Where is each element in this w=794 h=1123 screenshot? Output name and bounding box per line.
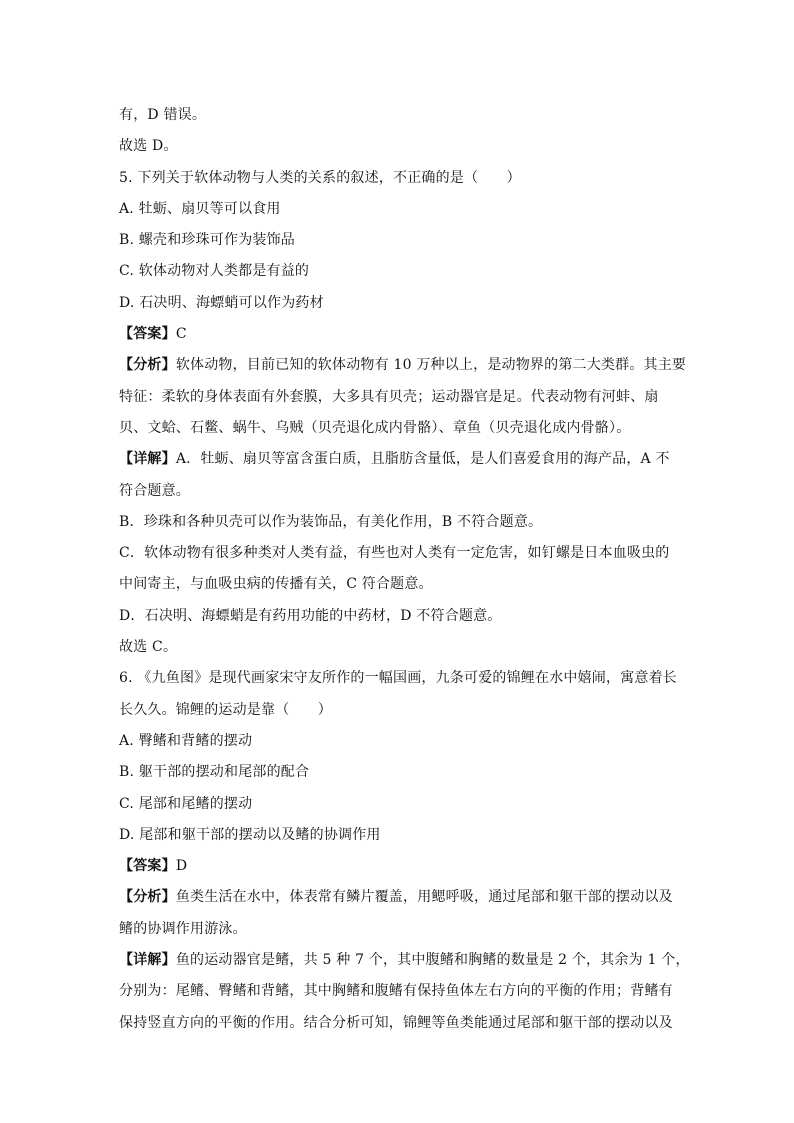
line-text: 中间寄主，与血吸虫病的传播有关，C 符合题意。 bbox=[119, 576, 433, 593]
text-line bbox=[119, 726, 679, 757]
line-text: C. 尾部和尾鳍的摆动 bbox=[119, 795, 253, 812]
section-tag: 【分析】 bbox=[119, 357, 176, 374]
text-line bbox=[119, 288, 679, 319]
line-text: A. 牡蛎、扇贝等可以食用 bbox=[119, 200, 281, 217]
line-text: 符合题意。 bbox=[119, 482, 190, 499]
line-text: 5. 下列关于软体动物与人类的关系的叙述，不正确的是（ ） bbox=[119, 169, 521, 186]
line-text: 有，D 错误。 bbox=[119, 107, 207, 123]
line-text: A．牡蛎、扇贝等富含蛋白质，且脂肪含量低，是人们喜爱食用的海产品，A 不 bbox=[175, 451, 670, 468]
text-line bbox=[119, 882, 679, 913]
text-line bbox=[119, 1008, 679, 1039]
text-line bbox=[119, 632, 679, 663]
text-line bbox=[119, 256, 679, 287]
line-text: 长久久。锦鲤的运动是靠（ ） bbox=[119, 701, 332, 718]
text-line bbox=[119, 601, 679, 632]
line-text: B. 螺壳和珍珠可作为装饰品 bbox=[119, 232, 295, 249]
text-line bbox=[119, 100, 679, 131]
line-text: 分别为：尾鳍、臀鳍和背鳍，其中胸鳍和腹鳍有保持鱼体左右方向的平衡的作用；背鳍有 bbox=[119, 983, 673, 1000]
text-line bbox=[119, 225, 679, 256]
line-text: 6. 《九鱼图》是现代画家宋守友所作的一幅国画，九条可爱的锦鲤在水中嬉闹，寓意着长 bbox=[119, 670, 678, 687]
section-tag: 【详解】 bbox=[119, 952, 176, 969]
document-body bbox=[119, 100, 690, 1039]
line-text: D. 石决明、海螵蛸可以作为药材 bbox=[119, 294, 324, 311]
line-text: 鳍的协调作用游泳。 bbox=[119, 920, 247, 937]
text-line bbox=[119, 507, 679, 538]
line-text: 保持竖直方向的平衡的作用。结合分析可知，锦鲤等鱼类能通过尾部和躯干部的摆动以及 bbox=[119, 1014, 673, 1031]
text-line bbox=[119, 350, 687, 381]
text-line bbox=[119, 851, 679, 882]
text-line bbox=[119, 131, 679, 162]
line-text: 特征：柔软的身体表面有外套膜，大多具有贝壳；运动器官是足。代表动物有河蚌、扇 bbox=[119, 388, 659, 405]
text-line bbox=[119, 569, 679, 600]
text-line bbox=[119, 695, 679, 726]
line-text: 鱼的运动器官是鳍，共 5 种 7 个，其中腹鳍和胸鳍的数量是 2 个，其余为 1 个， bbox=[175, 952, 690, 969]
line-text: 故选 C。 bbox=[119, 639, 178, 656]
section-tag: 【答案】 bbox=[119, 326, 176, 343]
text-line bbox=[119, 382, 679, 413]
text-line bbox=[119, 663, 679, 694]
line-text: A. 臀鳍和背鳍的摆动 bbox=[119, 732, 253, 749]
line-text: 鱼类生活在水中，体表常有鳞片覆盖，用鳃呼吸，通过尾部和躯干部的摆动以及 bbox=[175, 889, 673, 906]
line-text: C．软体动物有很多种类对人类有益，有些也对人类有一定危害，如钉螺是日本血吸虫的 bbox=[119, 545, 670, 562]
line-text: 故选 D。 bbox=[119, 138, 178, 155]
text-line bbox=[119, 789, 679, 820]
line-text: D. 尾部和躯干部的摆动以及鳍的协调作用 bbox=[119, 826, 381, 843]
line-text: C. 软体动物对人类都是有益的 bbox=[119, 263, 310, 280]
line-text: D bbox=[175, 858, 188, 875]
text-line bbox=[119, 444, 679, 475]
text-line bbox=[119, 319, 679, 350]
text-line bbox=[119, 476, 679, 507]
text-line bbox=[119, 163, 679, 194]
text-line bbox=[119, 976, 679, 1007]
section-tag: 【详解】 bbox=[119, 451, 176, 468]
section-tag: 【分析】 bbox=[119, 889, 176, 906]
text-line bbox=[119, 194, 679, 225]
text-line bbox=[119, 945, 690, 976]
text-line bbox=[119, 538, 679, 569]
text-line bbox=[119, 914, 679, 945]
line-text: C bbox=[175, 326, 187, 343]
line-text: D．石决明、海螵蛸是有药用功能的中药材，D 不符合题意。 bbox=[119, 607, 502, 624]
text-line bbox=[119, 413, 679, 444]
text-line bbox=[119, 757, 679, 788]
line-text: 贝、文蛤、石鳖、蜗牛、乌贼（贝壳退化成内骨骼）、章鱼（贝壳退化成内骨骼）。 bbox=[119, 419, 631, 436]
section-tag: 【答案】 bbox=[119, 858, 176, 875]
line-text: 软体动物，目前已知的软体动物有 10 万种以上，是动物界的第二大类群。其主要 bbox=[175, 357, 687, 374]
line-text: B．珍珠和各种贝壳可以作为装饰品，有美化作用，B 不符合题意。 bbox=[119, 513, 543, 530]
text-line bbox=[119, 820, 679, 851]
line-text: B. 躯干部的摆动和尾部的配合 bbox=[119, 764, 310, 781]
